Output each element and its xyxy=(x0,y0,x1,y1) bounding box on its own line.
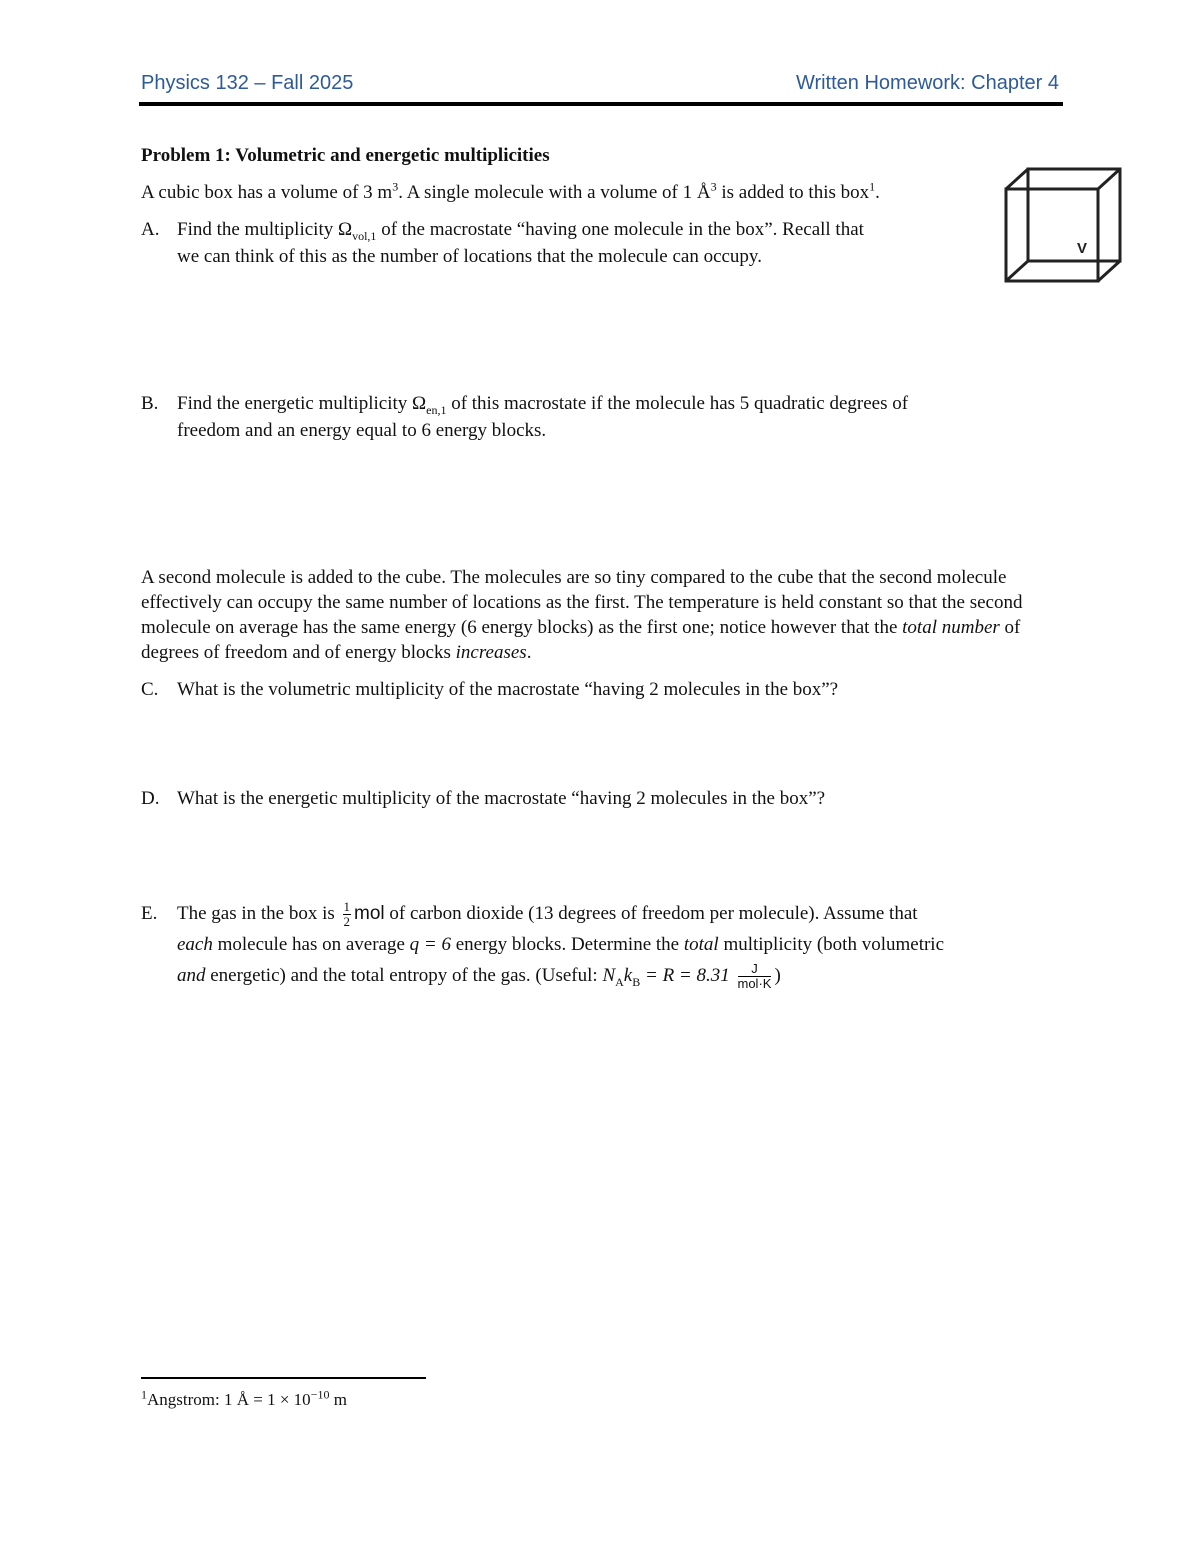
half-fraction: $\frac{1}{2}$ xyxy=(343,899,351,930)
cube-volume-label: V xyxy=(1077,240,1088,257)
assignment-title: Written Homework: Chapter 4 xyxy=(795,72,1059,94)
question-letter: B. xyxy=(141,393,159,414)
question-letter: D. xyxy=(141,788,160,809)
cube-diagram xyxy=(1000,163,1126,287)
unit-fraction: $\frac{J}{\text{mol·K}}$ xyxy=(737,961,772,992)
question-letter: E. xyxy=(141,903,158,924)
course-title: Physics 132 – Fall 2025 xyxy=(141,72,354,94)
question-c: C. What is the volumetric multiplicity of the macrostate “having 2 molecules in the box”? xyxy=(141,676,1041,703)
question-d: D. What is the energetic multiplicity of the macrostate “having 2 molecules in the box”? xyxy=(141,785,1041,812)
footnote-ref: 1 xyxy=(869,179,876,194)
header-rule xyxy=(139,102,1063,106)
question-letter: C. xyxy=(141,679,159,700)
problem-title: Problem 1: Volumetric and energetic multiplicities xyxy=(141,145,550,166)
question-b: B. Find the energetic multiplicity $\Omega_{en,1}$ of this macrostate if the molecule has 5 quadratic degrees of freedom and an energy equal to 6 energy blocks. xyxy=(141,390,1031,444)
question-letter: A. xyxy=(141,219,160,240)
footnote-rule xyxy=(141,1377,426,1379)
question-a: A. Find the multiplicity $\Omega_{vol,1}$ of the macrostate “having one molecule in the box”. Recall that we can think of this as the number of locations that the molecule can occupy. xyxy=(141,216,971,270)
problem-intro: A cubic box has a volume of 3 $m^3$. A single molecule with a volume of 1 $Å^3$ is added to this box$^1$. xyxy=(141,179,880,203)
second-molecule-paragraph: A second molecule is added to the cube. The molecules are so tiny compared to the cube that the second molecule effectively can occupy the same number of locations as the first. The temperature is held constant so that the second molecule on average has the same energy (6 energy blocks) as the first one; notice however that the total number of degrees of freedom and of energy blocks increases. xyxy=(141,567,1023,663)
question-e: E. The gas in the box is $\frac{1}{2}$ mol of carbon dioxide (13 degrees of freedom per molecule). Assume that each molecule has on average q = 6 energy blocks. Determine the total multiplicity (both volumetric and energetic) and the total entropy of the gas. (Useful: $N_Ak_B = R = 8.31$ $\frac{J}{\text{mol·K}}$ ) xyxy=(141,899,945,992)
footnote: $^1$Angstrom: 1 Å = $1 \times 10^{-10}$ m xyxy=(141,1387,347,1409)
